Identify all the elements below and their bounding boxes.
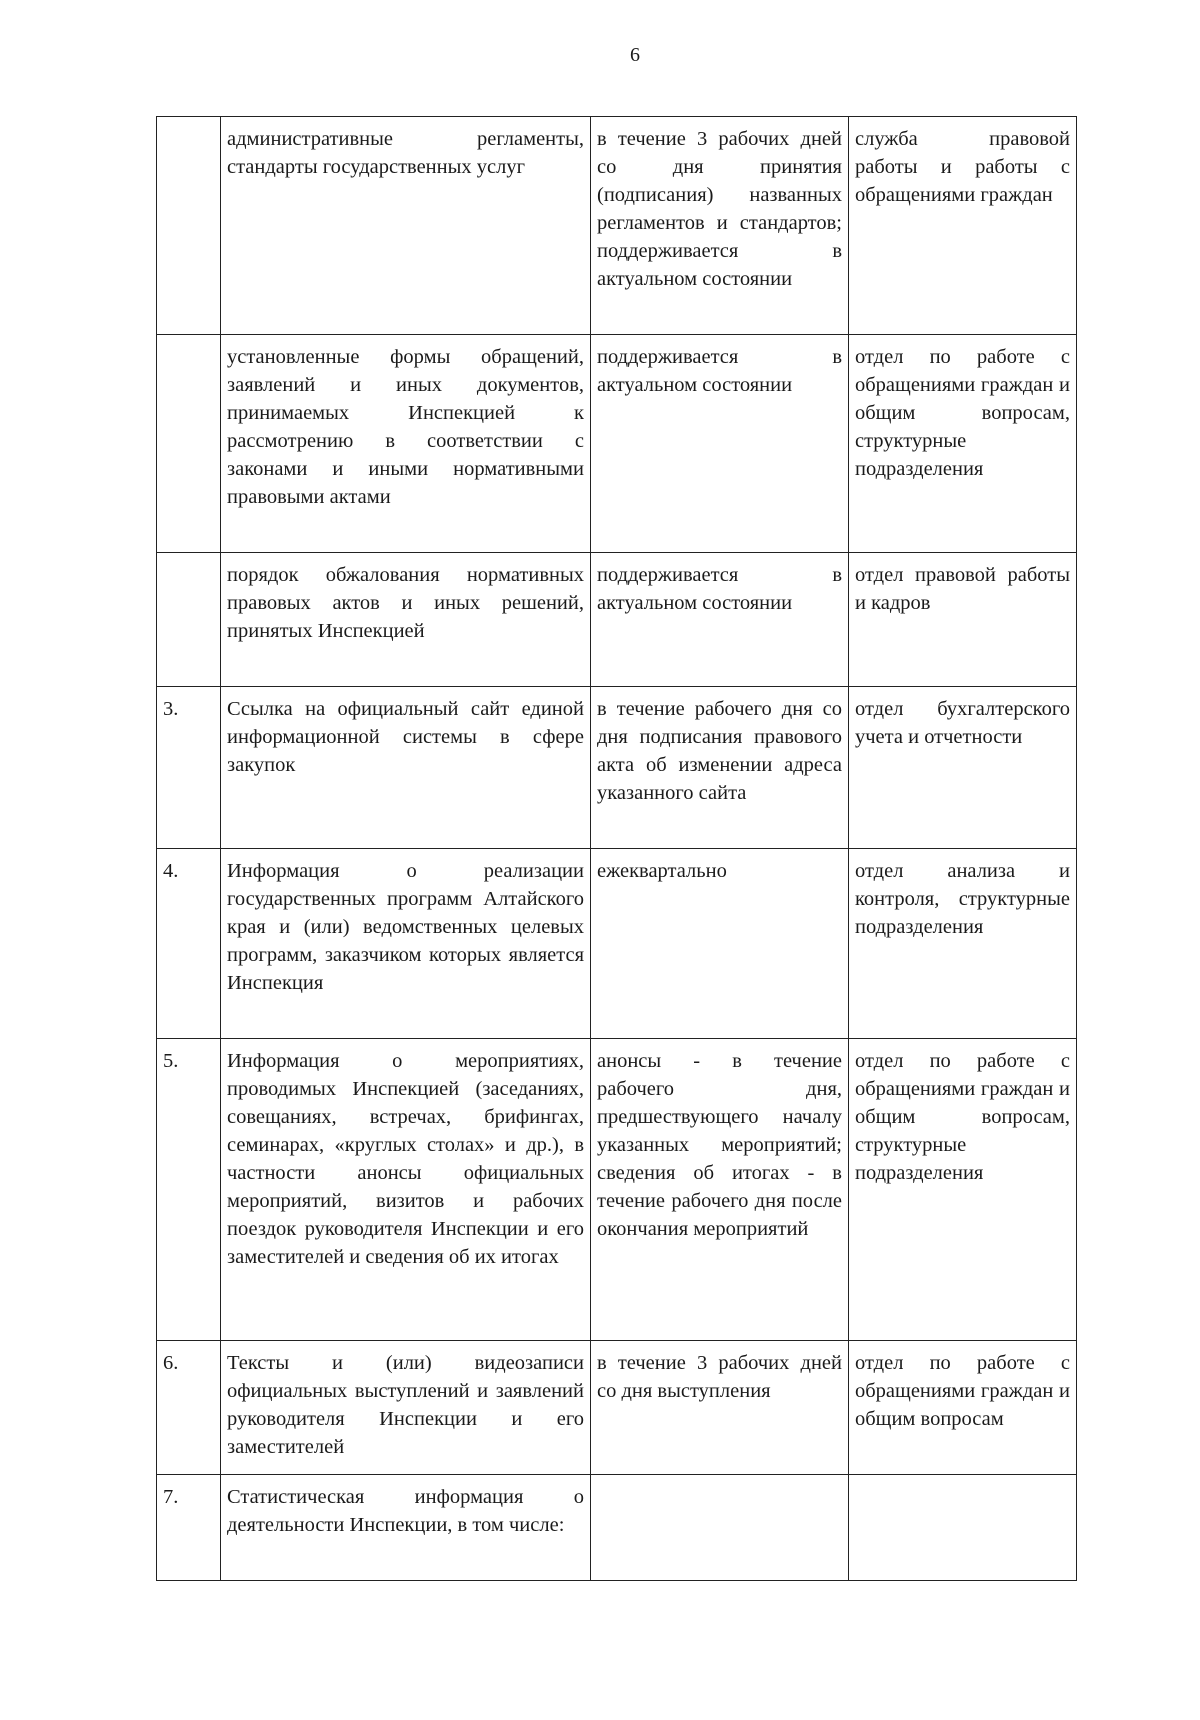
responsible-cell bbox=[849, 1475, 1077, 1581]
responsible-cell: отдел правовой работы и кадров bbox=[849, 553, 1077, 687]
table-row bbox=[157, 553, 1077, 687]
row-number: 3. bbox=[157, 687, 221, 849]
table-row bbox=[157, 335, 1077, 553]
deadline-cell: поддерживается в актуальном состоянии bbox=[591, 553, 849, 687]
info-name-cell: Тексты и (или) видеозаписи официальных выступлений и заявлений руководителя Инспекции и его заместителей bbox=[221, 1341, 591, 1475]
info-name-cell: порядок обжалования нормативных правовых актов и иных решений, принятых Инспекцией bbox=[221, 553, 591, 687]
responsible-cell: служба правовой работы и работы с обращениями граждан bbox=[849, 117, 1077, 335]
deadline-cell: в течение 3 рабочих дней со дня выступления bbox=[591, 1341, 849, 1475]
table-row bbox=[157, 687, 1077, 849]
deadline-cell: в течение 3 рабочих дней со дня принятия (подписания) названных регламентов и стандартов; поддерживается в актуальном состоянии bbox=[591, 117, 849, 335]
info-name-cell: Ссылка на официальный сайт единой информационной системы в сфере закупок bbox=[221, 687, 591, 849]
info-name-cell: Информация о мероприятиях, проводимых Инспекцией (заседаниях, совещаниях, встречах, брифингах, семинарах, «круглых столах» и др.), в частности анонсы официальных мероприятий, визитов и рабочих поездок руководителя Инспекции и его заместителей и сведения об их итогах bbox=[221, 1039, 591, 1341]
deadline-cell: ежеквартально bbox=[591, 849, 849, 1039]
deadline-cell: анонсы - в течение рабочего дня, предшествующего началу указанных мероприятий; сведения об итогах - в течение рабочего дня после окончания мероприятий bbox=[591, 1039, 849, 1341]
table-row bbox=[157, 1341, 1077, 1475]
row-number bbox=[157, 335, 221, 553]
information-table bbox=[156, 116, 1077, 1581]
deadline-cell: поддерживается в актуальном состоянии bbox=[591, 335, 849, 553]
table-row bbox=[157, 117, 1077, 335]
responsible-cell: отдел по работе с обращениями граждан и общим вопросам bbox=[849, 1341, 1077, 1475]
info-name-cell: Статистическая информация о деятельности Инспекции, в том числе: bbox=[221, 1475, 591, 1581]
row-number: 6. bbox=[157, 1341, 221, 1475]
row-number bbox=[157, 117, 221, 335]
deadline-cell bbox=[591, 1475, 849, 1581]
deadline-cell: в течение рабочего дня со дня подписания правового акта об изменении адреса указанного сайта bbox=[591, 687, 849, 849]
responsible-cell: отдел бухгалтерского учета и отчетности bbox=[849, 687, 1077, 849]
responsible-cell: отдел по работе с обращениями граждан и общим вопросам, структурные подразделения bbox=[849, 335, 1077, 553]
info-name-cell: административные регламенты, стандарты государственных услуг bbox=[221, 117, 591, 335]
row-number: 4. bbox=[157, 849, 221, 1039]
table-row bbox=[157, 1475, 1077, 1581]
row-number bbox=[157, 553, 221, 687]
table-row bbox=[157, 849, 1077, 1039]
info-name-cell: Информация о реализации государственных программ Алтайского края и (или) ведомственных целевых программ, заказчиком которых является Инспекция bbox=[221, 849, 591, 1039]
responsible-cell: отдел по работе с обращениями граждан и общим вопросам, структурные подразделения bbox=[849, 1039, 1077, 1341]
page-number: 6 bbox=[630, 44, 640, 66]
row-number: 5. bbox=[157, 1039, 221, 1341]
row-number: 7. bbox=[157, 1475, 221, 1581]
table-row bbox=[157, 1039, 1077, 1341]
responsible-cell: отдел анализа и контроля, структурные подразделения bbox=[849, 849, 1077, 1039]
info-name-cell: установленные формы обращений, заявлений и иных документов, принимаемых Инспекцией к рассмотрению в соответствии с законами и иными нормативными правовыми актами bbox=[221, 335, 591, 553]
